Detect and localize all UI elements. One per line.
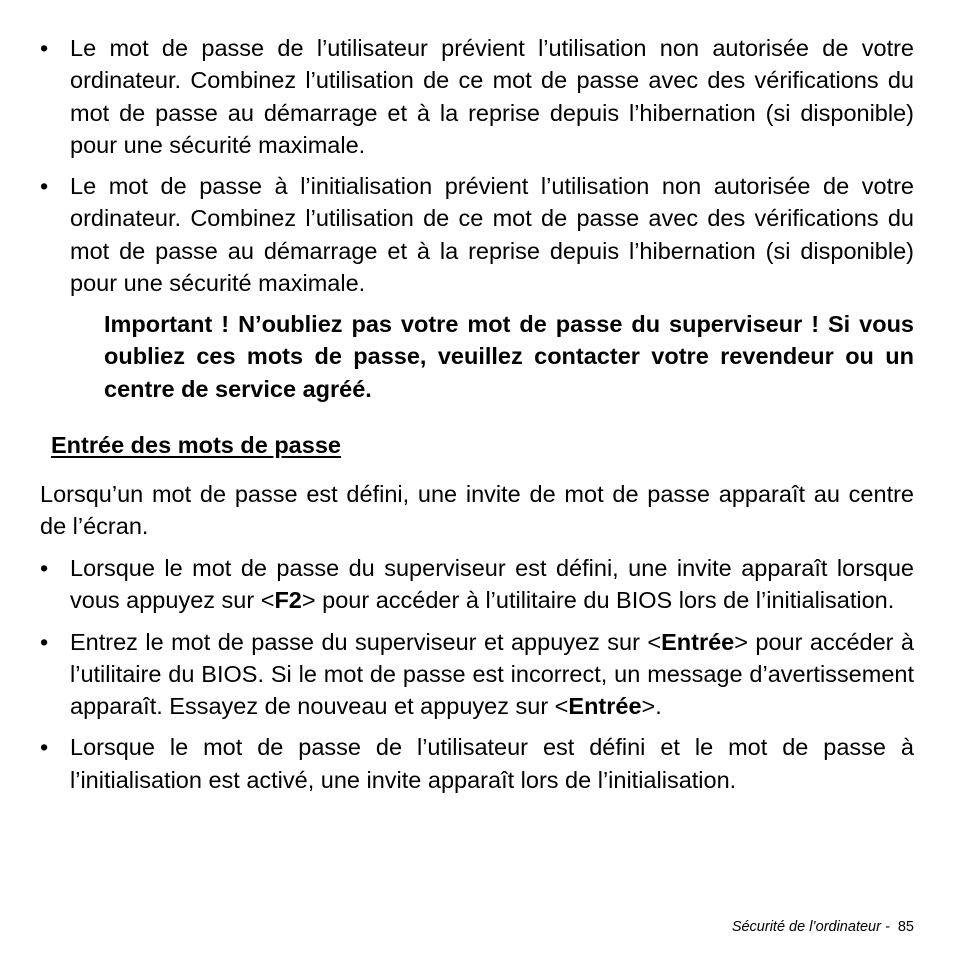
bullet-text-part: Lorsque le mot de passe du superviseur est défini, une invite apparaît lorsque vous appuyez sur < xyxy=(70,555,914,614)
page-number: 85 xyxy=(897,919,914,935)
bullet-text-part: > pour accéder à l’utilitaire du BIOS lors de l’initialisation. xyxy=(301,587,895,614)
bottom-bullet-list xyxy=(40,552,914,796)
section-heading: Entrée des mots de passe xyxy=(51,432,341,458)
key-name: F2 xyxy=(274,587,302,614)
bullet-text: Le mot de passe de l’utilisateur prévient l’utilisation non autorisée de votre ordinateur. Combinez l’utilisation de ce mot de passe avec des vérifications du mot de passe au démarrage et à la reprise depuis l’hibernation (si disponible) pour une sécurité maximale. xyxy=(70,35,914,158)
key-name: Entrée xyxy=(661,628,735,655)
bullet-icon: • xyxy=(40,555,49,581)
bullet-text-part: > pour accéder à l’utilitaire du BIOS. Si le mot de passe est incorrect, un message d’avertissement apparaît. Essayez de nouveau et appuyez sur < xyxy=(70,628,914,720)
intro-paragraph: Lorsqu’un mot de passe est défini, une invite de mot de passe apparaît au centre de l’écran. xyxy=(40,481,914,540)
list-item xyxy=(40,32,914,161)
bullet-text: Lorsque le mot de passe de l’utilisateur est défini et le mot de passe à l’initialisation est activé, une invite apparaît lors de l’initialisation. xyxy=(70,734,914,793)
bullet-icon: • xyxy=(40,628,49,655)
list-item xyxy=(40,626,914,723)
bullet-text-part: Entrez le mot de passe du superviseur et appuyez sur < xyxy=(70,628,662,655)
footer-section-title: Sécurité de l’ordinateur - xyxy=(731,919,890,935)
bullet-icon: • xyxy=(40,173,49,200)
page-footer xyxy=(732,917,914,937)
important-note: Important ! N’oubliez pas votre mot de passe du superviseur ! Si vous oubliez ces mots de passe, veuillez contacter votre revendeur ou un centre de service agréé. xyxy=(104,311,914,402)
list-item xyxy=(40,552,914,617)
bullet-text: Le mot de passe à l’initialisation prévient l’utilisation non autorisée de votre ordinateur. Combinez l’utilisation de ce mot de passe avec des vérifications du mot de passe au démarrage et à la reprise depuis l’hibernation (si disponible) pour une sécurité maximale. xyxy=(70,173,914,297)
bullet-icon: • xyxy=(40,35,49,61)
top-bullet-list xyxy=(40,32,914,299)
bullet-text-part: >. xyxy=(641,693,662,720)
key-name: Entrée xyxy=(568,693,642,720)
list-item xyxy=(40,731,914,796)
bullet-icon: • xyxy=(40,734,49,761)
list-item xyxy=(40,170,914,299)
